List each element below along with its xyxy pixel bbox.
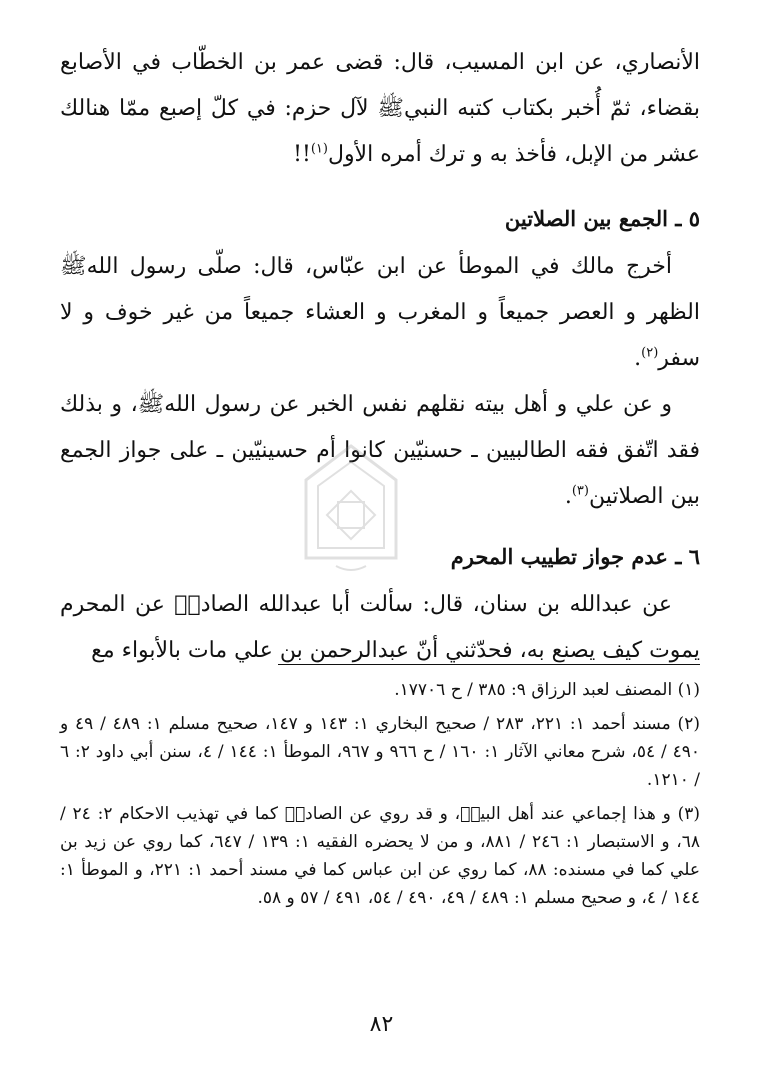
paragraph-section5-1 [60, 244, 700, 382]
paragraph-text: و عن علي و أهل بيته نقلهم نفس الخبر عن رسول اللهﷺ، و بذلك فقد اتّفق فقه الطالبيين ـ حسنيّين كانوا أم حسينيّين ـ على جواز الجمع بين الصلاتين [60, 392, 700, 509]
paragraph-text: أخرج مالك في الموطأ عن ابن عبّاس، قال: صلّى رسول اللهﷺ الظهر و العصر جميعاً و المغرب و العشاء جميعاً من غير خوف و لا سفر [60, 254, 700, 371]
footnotes [60, 676, 700, 918]
paragraph-intro [60, 40, 700, 178]
footnote-ref[interactable]: (١) [310, 141, 328, 157]
footnote-ref[interactable]: (٢) [641, 345, 659, 361]
footnote-3: (٣) و هذا إجماعي عند أهل البيتؑ، و قد روي عن الصادقؑ كما في تهذيب الاحكام ٢: ٢٤ / ٦٨، و الاستبصار ١: ٢٤٦ / ٨٨١، و من لا يحضره الفقيه ١: ١٣٩ / ٦٤٧، كما روي عن زيد بن علي كما في مسنده: ٨٨، كما روي عن ابن عباس كما في مسند أحمد ١: ٢٢١، و الموطأ ١: ١٤٤ / ٤، و صحيح مسلم ١: ٤٨٩ / ٤٩، ٤٩٠ / ٥٤، ٤٩١ / ٥٧ و ٥٨. [60, 804, 700, 908]
footnote-ref[interactable]: (٣) [571, 483, 589, 499]
footnote-1: (١) المصنف لعبد الرزاق ٩: ٣٨٥ / ح ١٧٧٠٦. [394, 680, 700, 700]
page-number: ٨٢ [369, 1012, 394, 1037]
paragraph-tail: . [564, 484, 572, 509]
section-heading-6: ٦ ـ عدم جواز تطييب المحرم [450, 544, 700, 569]
paragraph-tail: !! [293, 142, 311, 167]
paragraph-text: الأنصاري، عن ابن المسيب، قال: قضى عمر بن الخطّاب في الأصابع بقضاء، ثمّ أُخبر بكتاب كتبه النبيﷺ لآل حزم: في كلّ إصبع ممّا هنالك عشر من الإبل، فأخذ به و ترك أمره الأول [60, 50, 700, 167]
seal-watermark-icon [286, 440, 416, 580]
footnote-2: (٢) مسند أحمد ١: ٢٢١، ٢٨٣ / صحيح البخاري ١: ١٤٣ و ١٤٧، صحيح مسلم ١: ٤٨٩ / ٤٩ و ٤٩٠ / ٥٤، شرح معاني الآثار ١: ١٦٠ / ح ٩٦٦ و ٩٦٧، الموطأ ١: ١٤٤ / ٤، سنن أبي داود ٢: ٦ / ١٢١٠. [60, 714, 700, 790]
section-heading-5: ٥ ـ الجمع بين الصلاتين [504, 206, 700, 231]
footnote-separator [278, 664, 700, 665]
paragraph-tail: . [634, 346, 642, 371]
paragraph-section6-1: عن عبدالله بن سنان، قال: سألت أبا عبدالله الصادقؑ عن المحرم يموت كيف يصنع به، فحدّثني أنّ عبدالرحمن بن علي مات بالأبواء مع [60, 592, 700, 663]
